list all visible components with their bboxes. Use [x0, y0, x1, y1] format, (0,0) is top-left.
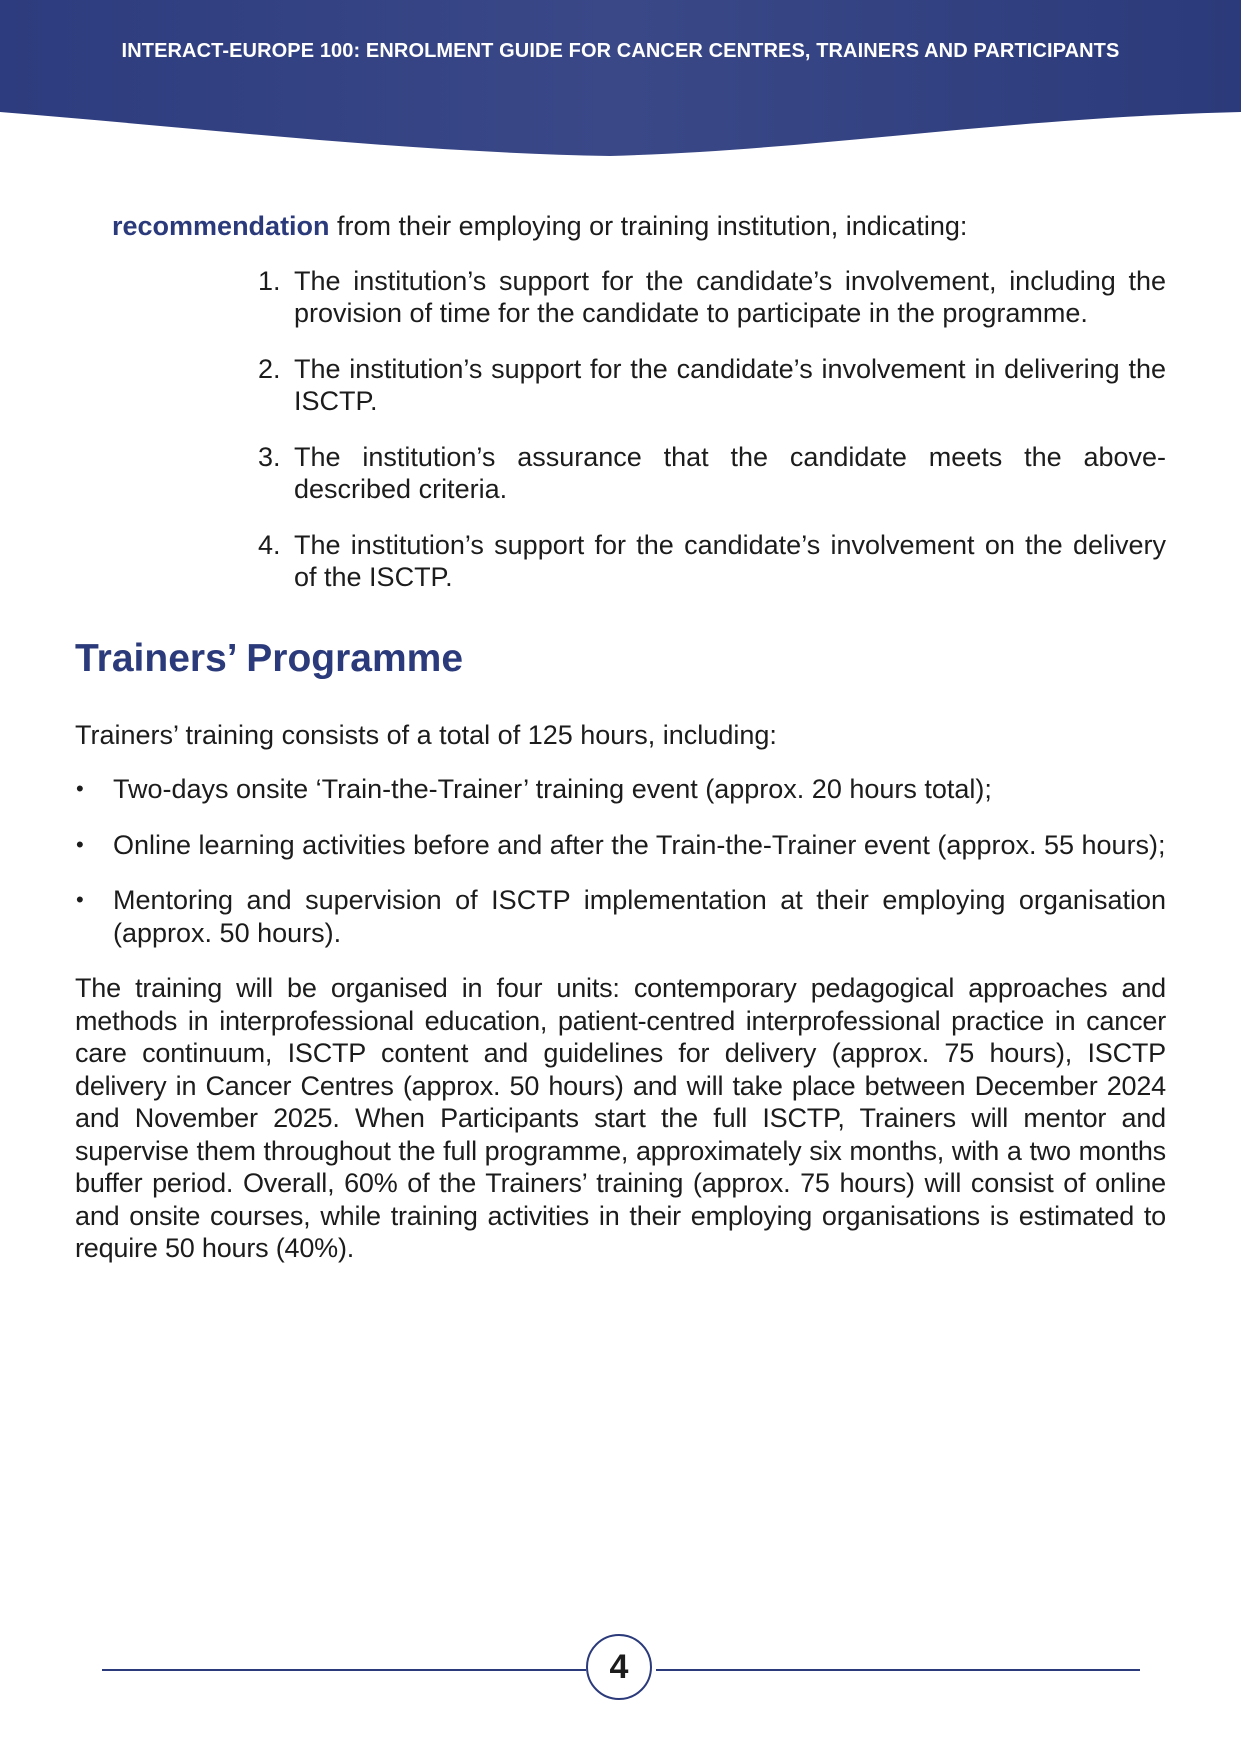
bullet-icon: •	[76, 776, 84, 801]
criteria-item	[258, 529, 1166, 594]
footer-divider-right	[656, 1669, 1140, 1671]
criteria-list	[75, 265, 1166, 594]
bullet-icon: •	[76, 887, 84, 912]
page-number: 4	[586, 1634, 652, 1700]
bullet-item	[75, 773, 1166, 806]
criteria-number: 4.	[258, 529, 281, 560]
header-title: INTERACT-EUROPE 100: ENROLMENT GUIDE FOR CANCER CENTRES, TRAINERS AND PARTICIPANTS	[121, 40, 1120, 62]
bullet-item	[75, 829, 1166, 862]
section-heading: Trainers’ Programme	[75, 636, 464, 680]
criteria-number: 3.	[258, 441, 281, 472]
bullet-text: Two-days onsite ‘Train-the-Trainer’ training event (approx. 20 hours total);	[113, 774, 992, 804]
intro-bold-word: recommendation	[112, 211, 330, 241]
intro-text: from their employing or training institution, indicating:	[329, 211, 968, 241]
criteria-item	[258, 353, 1166, 418]
criteria-text: The institution’s support for the candidate’s involvement in delivering the ISCTP.	[294, 353, 1166, 416]
bullet-text: Mentoring and supervision of ISCTP implementation at their employing organisation (approx. 50 hours).	[113, 885, 1166, 948]
criteria-item	[258, 441, 1166, 506]
hours-bullet-list	[75, 773, 1166, 949]
intro-sentence	[75, 210, 1166, 243]
bullet-text: Online learning activities before and after the Train-the-Trainer event (approx. 55 hours);	[113, 829, 1166, 860]
section-lead: Trainers’ training consists of a total of 125 hours, including:	[75, 719, 777, 750]
header-band	[0, 0, 1241, 160]
training-paragraph: The training will be organised in four units: contemporary pedagogical approaches and methods in interprofessional education, patient-centred interprofessional practice in cancer care continuum, ISCTP content and guidelines for delivery (approx. 75 hours), ISCTP delivery in Cancer Centres (approx. 50 hours) and will take place between December 2024 and November 2025. When Participants start the full ISCTP, Trainers will mentor and supervise them throughout the full programme, approximately six months, with a two months buffer period. Overall, 60% of the Trainers’ training (approx. 75 hours) will consist of online and onsite courses, while training activities in their employing organisations is estimated to require 50 hours (40%).	[75, 973, 1166, 1263]
criteria-text: The institution’s assurance that the candidate meets the above-described criteria.	[294, 441, 1166, 504]
criteria-text: The institution’s support for the candidate’s involvement on the delivery of the ISCTP.	[294, 529, 1166, 592]
page-content	[75, 210, 1166, 1265]
bullet-icon: •	[76, 831, 84, 857]
criteria-number: 2.	[258, 353, 281, 384]
bullet-item	[75, 884, 1166, 949]
criteria-item	[258, 265, 1166, 330]
criteria-text: The institution’s support for the candidate’s involvement, including the provision of time for the candidate to participate in the programme.	[294, 265, 1166, 328]
criteria-number: 1.	[258, 265, 281, 296]
footer-divider-left	[102, 1669, 586, 1671]
